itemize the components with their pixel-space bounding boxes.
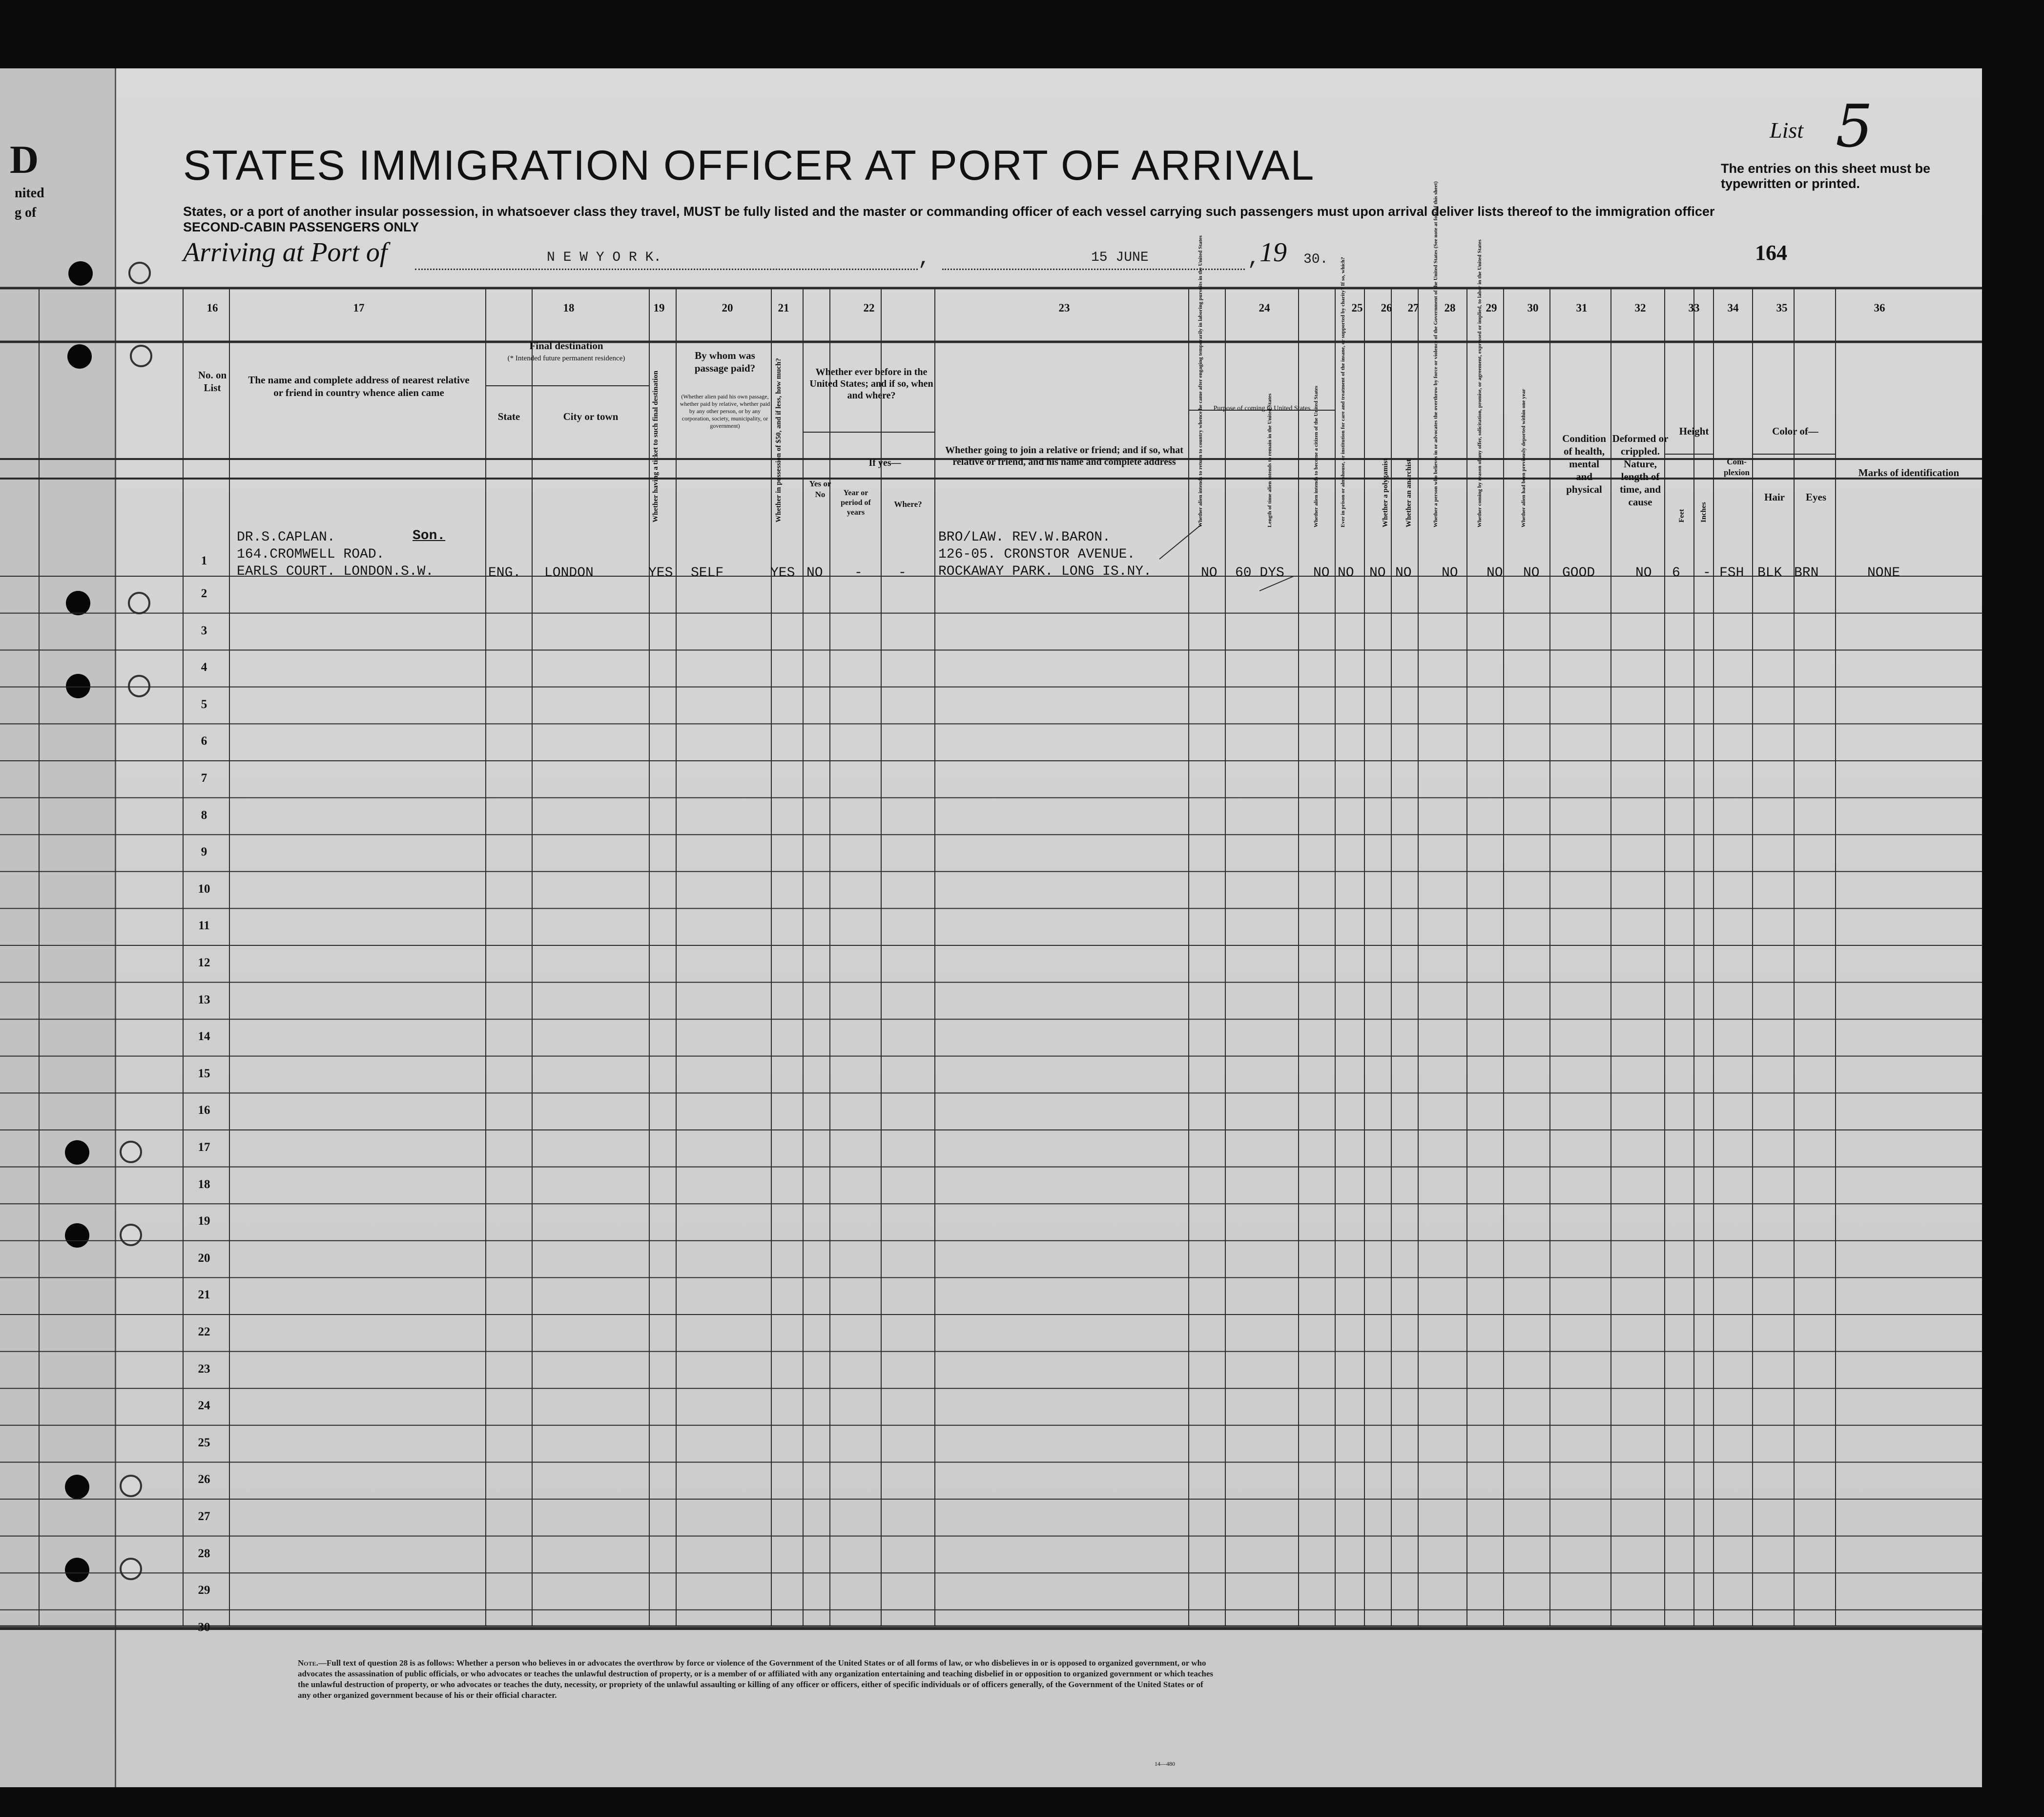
row-number: 1 [201,554,207,567]
list-number: 5 [1836,93,1873,161]
header-where: Where? [894,500,922,509]
ever-before-value: NO [806,565,823,581]
row-number: 22 [198,1325,210,1338]
header-complexion: Com- plexion [1724,457,1750,477]
col-num-27: 27 [1407,302,1419,314]
header-condition: Condition of health, mental and physical [1562,433,1606,495]
header-purpose-length: Length of time alien intends to remain in the United States [1267,393,1273,527]
complexion-value: FSH [1719,565,1744,581]
col-num-28: 28 [1444,302,1456,314]
row-number: 29 [198,1584,210,1597]
header-by-whom-paid-note: (Whether alien paid his own passage, whether paid by relative, whether paid by any other person, or by any corporation, society, municipality, or government) [680,393,770,429]
left-fragment-d: D [10,137,39,182]
marks-value: NONE [1867,565,1900,581]
header-no-on-list: No. on List [198,369,227,394]
form-number: 14—480 [1155,1760,1175,1767]
header-final-destination-note: (* Intended future permanent residence) [507,355,625,362]
row-number: 26 [198,1473,210,1486]
relative-street: 164.CROMWELL ROAD. [237,547,385,562]
row-number: 14 [198,1030,210,1044]
col-num-33: 33 [1688,302,1700,314]
row-number: 24 [198,1399,210,1413]
prison-value: NO [1338,565,1354,581]
header-purpose-citizen: Whether alien intends to become a citizen of the United States [1313,385,1319,527]
form-instructions: States, or a port of another insular possession, in whatsoever class they travel, MUST be fully listed and the master or commanding officer of each vessel carrying such passengers must upon arrival deliver lists thereof to the immigration officer [183,204,1715,219]
comma: , [1247,247,1260,271]
header-polygamist: Whether a polygamist [1382,458,1389,527]
row-number: 27 [198,1510,210,1523]
row-number: 4 [201,661,207,674]
comma: , [918,247,931,271]
row-number: 15 [198,1066,210,1080]
year-prefix: 19 [1259,237,1287,268]
return-value: NO [1201,565,1218,581]
col-num-26: 26 [1381,302,1392,314]
footnote-label: Note. [298,1658,318,1668]
row-number: 3 [201,624,207,637]
header-by-whom-paid: By whom was passage paid? [694,350,756,374]
relative-relationship: Son. [413,528,446,543]
row-number: 12 [198,956,210,969]
header-marks: Marks of identification [1858,467,1960,479]
col-num-24: 24 [1259,302,1270,314]
row-number: 28 [198,1546,210,1560]
col-num-34: 34 [1727,302,1739,314]
row-number: 9 [201,845,207,859]
relative-name: DR.S.CAPLAN. [237,530,335,545]
leader-line [1159,525,1201,559]
header-prison: Ever in prison or almshouse, or institution for care and treatment of the insane, or supported by charity? If so, which? [1340,257,1346,527]
header-purpose: Purpose of coming to United States [1213,405,1311,412]
row-number: 25 [198,1436,210,1449]
row-number: 11 [198,919,210,933]
col-num-22: 22 [863,302,875,314]
overthrow-value: NO [1442,565,1458,581]
row-number: 21 [198,1288,210,1302]
row-number: 20 [198,1251,210,1265]
join-name: BRO/LAW. REV.W.BARON. [938,530,1111,545]
row-number: 18 [198,1177,210,1191]
footnote-text: —Full text of question 28 is as follows: Whether a person who believes in or advocates the overthrow by force or violence of the Government of the United States or of all forms of law, or who disbelieves in or is opposed to organized government, or who advocates the assassination of public officials, or who advocates or teaches the unlawful destruction of property, or is a member of or affiliated with any organization entertaining and teaching disbelief in or opposition to organized government or which teaches the unlawful destruction of property, or who advocates or teaches the duty, necessity, or propriety of the unlawful assaulting or killing of any officer or officers, either of specific individuals or of officers generally, of the Government of the United States or of any other organized government because of his or their official character. [298,1658,1214,1700]
header-ticket: Whether having a ticket to such final destination [652,371,660,522]
row-number: 17 [198,1141,210,1154]
left-fragment-g-of: g of [15,205,37,220]
header-deported: Whether alien had been previously deported within one year [1521,389,1527,527]
header-possession-50: Whether in possession of $50, and if less, how much? [775,358,783,522]
header-final-destination: Final destination [529,340,603,352]
hair-value: BLK [1757,565,1782,581]
col-num-32: 32 [1634,302,1646,314]
header-anarchist: Whether an anarchist [1405,459,1413,527]
typewritten-note: The entries on this sheet must be typewritten or printed. [1721,161,1931,191]
port-value: N E W Y O R K. [547,250,662,265]
col-num-25: 25 [1351,302,1363,314]
header-inches: Inches [1700,502,1708,522]
join-street: 126-05. CRONSTOR AVENUE. [938,547,1136,562]
anarchist-value: NO [1395,565,1412,581]
col-num-35: 35 [1776,302,1788,314]
header-year-period: Year or period of years [841,489,871,517]
cabin-class: SECOND-CABIN PASSENGERS ONLY [183,220,419,234]
dest-state: ENG. [488,565,521,581]
row-number: 13 [198,993,210,1006]
col-num-18: 18 [563,302,575,314]
health-value: GOOD [1562,565,1595,581]
manifest-sheet [0,68,1982,1787]
polygamist-value: NO [1369,565,1386,581]
col-num-30: 30 [1527,302,1539,314]
col-num-17: 17 [353,302,365,314]
deported-value: NO [1523,565,1540,581]
header-state: State [497,411,520,422]
header-join-relative: Whether going to join a relative or friend; and if so, what relative or friend, and his name and complete address [945,445,1183,467]
col-num-19: 19 [653,302,665,314]
col-num-20: 20 [722,302,733,314]
header-ever-before: Whether ever before in the United States; and if so, when and where? [809,367,933,401]
header-yes-or-no: Yes or No [809,479,831,499]
row-number: 30 [198,1620,210,1634]
header-height: Height [1679,425,1709,437]
header-purpose-return: Whether alien intends to return to country whence he came after engaging temporarily in laboring pursuits in the United States [1197,235,1203,527]
deformed-value: NO [1635,565,1652,581]
header-deformed: Deformed or crippled. Nature, length of time, and cause [1612,433,1669,508]
header-hair: Hair [1764,491,1785,503]
list-label: List [1770,118,1804,143]
where-value: - [898,565,907,581]
feet-value: 6 [1672,565,1680,581]
header-eyes: Eyes [1806,491,1826,503]
header-nearest-relative: The name and complete address of nearest relative or friend in country whence alien came [248,374,470,398]
col-num-21: 21 [778,302,789,314]
length-of-stay-value: 60 DYS [1235,565,1284,581]
row-number: 19 [198,1214,210,1228]
footnote [298,1658,1216,1701]
date-value: 15 JUNE [1091,250,1149,265]
row-number: 16 [198,1104,210,1117]
row-number: 10 [198,882,210,896]
inches-value: - [1703,565,1711,581]
citizen-value: NO [1313,565,1330,581]
arriving-label: Arriving at Port of [183,237,388,268]
header-feet: Feet [1678,509,1686,522]
paid-by-value: SELF [691,565,724,581]
row-number: 8 [201,808,207,822]
header-overthrow: Whether a person who believes in or advocates the overthrow by force or violence of the Government of the United States (See note at foot of this sheet) [1433,181,1439,527]
relative-city: EARLS COURT. LONDON.S.W. [237,564,434,579]
ticket-value: YES [648,565,673,581]
form-title: STATES IMMIGRATION OFFICER AT PORT OF ARRIVAL [183,142,1315,189]
offer-value: NO [1487,565,1503,581]
col-num-16: 16 [206,302,218,314]
eyes-value: BRN [1794,565,1819,581]
period-value: - [854,565,863,581]
row-number: 7 [201,772,207,785]
col-num-36: 36 [1874,302,1885,314]
header-color-of: Color of— [1772,425,1818,437]
manifest-grid [0,68,1982,1787]
col-num-23: 23 [1058,302,1070,314]
year-suffix: 30. [1303,252,1328,267]
row-number: 2 [201,587,207,600]
left-fragment-united: nited [15,186,44,201]
header-if-yes: If yes— [868,458,901,468]
dest-city: LONDON [544,565,594,581]
row-number: 5 [201,697,207,711]
sheet-number: 164 [1755,241,1787,265]
header-city: City or town [563,411,619,422]
row-number: 6 [201,734,207,748]
join-city: ROCKAWAY PARK. LONG IS.NY. [938,564,1152,579]
possession-value: YES [770,565,795,581]
col-num-29: 29 [1486,302,1497,314]
row-number: 23 [198,1362,210,1376]
col-num-31: 31 [1576,302,1588,314]
header-offer: Whether coming by reason of any offer, solicitation, promise, or agreement, expressed or implied, to labor in the United States [1477,239,1483,527]
